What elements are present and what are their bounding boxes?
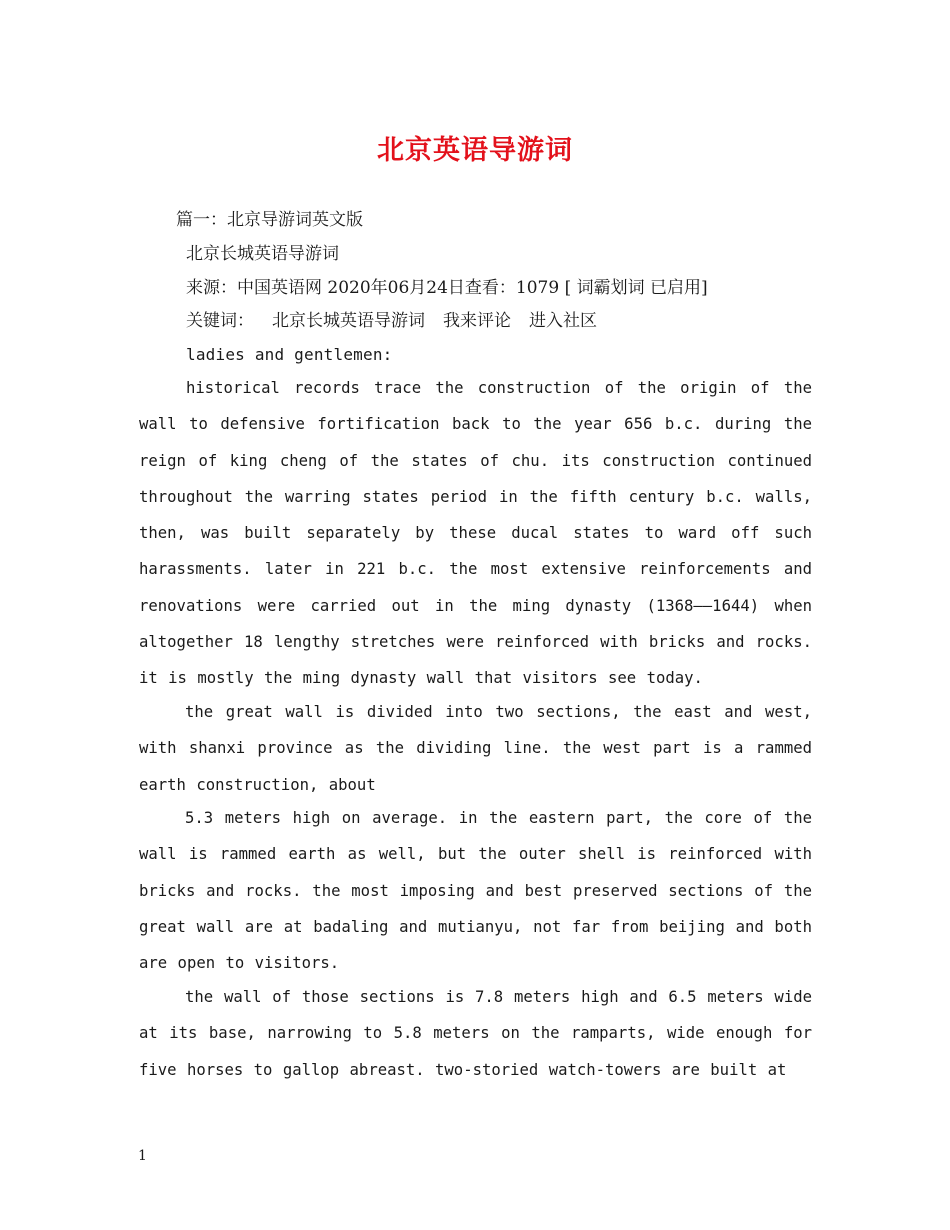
document-title: 北京英语导游词 bbox=[377, 135, 573, 166]
source-line: 来源：中国英语网 2020年06月24日查看：1079 [ 词霸划词 已启用] bbox=[186, 278, 708, 298]
paragraph-history: historical records trace the construction of the origin of the wall to defensive fortification back to the year 656 b.c. during the reign of king cheng of the states of chu. its construction continued throughout the warring states period in the fifth century b.c. walls, then, was built separately by these ducal states to ward off such harassments. later in 221 b.c. the most extensive reinforcements and renovations were carried out in the ming dynasty (1368——1644) when altogether 18 lengthy stretches were reinforced with bricks and rocks. it is mostly the ming dynasty wall that visitors see today. bbox=[139, 379, 812, 688]
keyword-link[interactable]: 北京长城英语导游词 bbox=[272, 311, 425, 331]
section-heading: 篇一：北京导游词英文版 bbox=[176, 210, 363, 230]
keywords-line bbox=[186, 310, 597, 332]
paragraph-eastern-part: 5.3 meters high on average. in the eastern part, the core of the wall is rammed earth as well, but the outer shell is reinforced with bricks and rocks. the most imposing and best preserved sections of the great wall are at badaling and mutianyu, not far from beijing and both are open to visitors. bbox=[139, 809, 812, 973]
page-number: 1 bbox=[138, 1148, 147, 1164]
community-link[interactable]: 进入社区 bbox=[529, 311, 597, 331]
article-subtitle: 北京长城英语导游词 bbox=[186, 244, 339, 264]
keywords-label: 关键词： bbox=[186, 311, 254, 331]
paragraph-wall-dimensions: the wall of those sections is 7.8 meters high and 6.5 meters wide at its base, narrowing to 5.8 meters on the ramparts, wide enough for five horses to gallop abreast. two-storied watch-towers are built at bbox=[139, 988, 812, 1079]
greeting: ladies and gentlemen: bbox=[186, 345, 393, 364]
comment-link[interactable]: 我来评论 bbox=[443, 311, 511, 331]
paragraph-sections: the great wall is divided into two sections, the east and west, with shanxi province as the dividing line. the west part is a rammed earth construction, about bbox=[139, 703, 812, 794]
